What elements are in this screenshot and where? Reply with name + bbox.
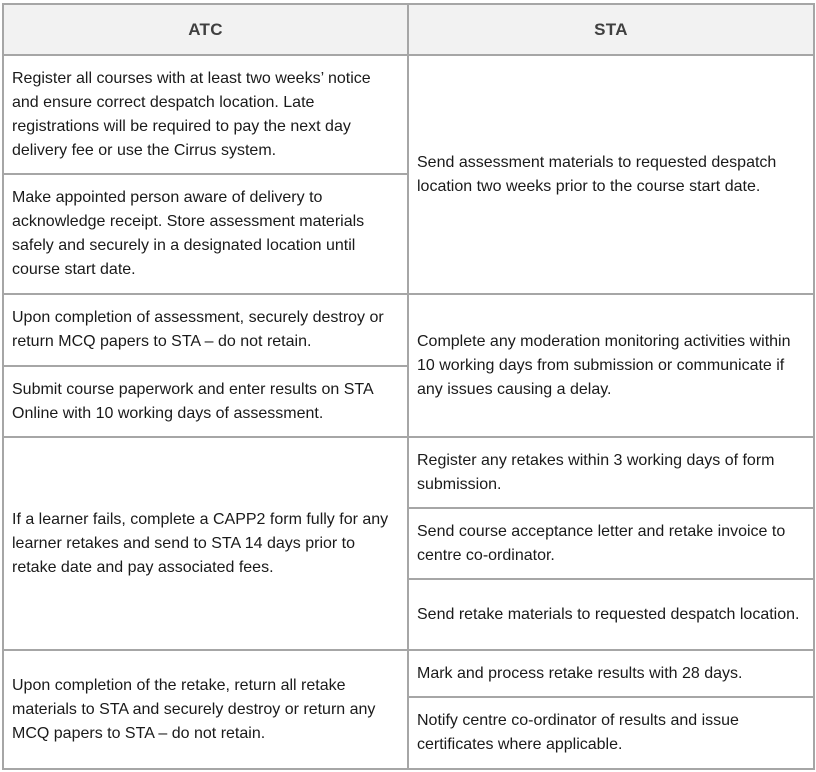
- table-row: [3, 55, 814, 174]
- sta-moderation-cell: Complete any moderation monitoring activities within 10 working days from submission or communicate if any issues causing a delay.: [408, 294, 814, 437]
- table-row: [3, 650, 814, 697]
- responsibilities-table: [2, 3, 815, 770]
- atc-retake-return-cell: Upon completion of the retake, return all retake materials to STA and securely destroy or return any MCQ papers to STA – do not retain.: [3, 650, 408, 769]
- header-sta: STA: [408, 4, 814, 55]
- sta-mark-results-cell: Mark and process retake results with 28 days.: [408, 650, 814, 697]
- sta-send-materials-cell: Send assessment materials to requested despatch location two weeks prior to the course start date.: [408, 55, 814, 294]
- atc-appointed-person-cell: Make appointed person aware of delivery to acknowledge receipt. Store assessment materials safely and securely in a designated location until course start date.: [3, 174, 408, 294]
- sta-notify-cell: Notify centre co-ordinator of results and issue certificates where applicable.: [408, 697, 814, 769]
- table-row: [3, 294, 814, 366]
- sta-retake-materials-cell: Send retake materials to requested despatch location.: [408, 579, 814, 650]
- atc-register-cell: Register all courses with at least two weeks’ notice and ensure correct despatch location. Late registrations will be required to pay the next day delivery fee or use the Cirrus system.: [3, 55, 408, 174]
- sta-acceptance-letter-cell: Send course acceptance letter and retake invoice to centre co-ordinator.: [408, 508, 814, 579]
- header-row: [3, 4, 814, 55]
- table-row: [3, 437, 814, 508]
- header-atc: ATC: [3, 4, 408, 55]
- atc-destroy-mcq-cell: Upon completion of assessment, securely destroy or return MCQ papers to STA – do not retain.: [3, 294, 408, 366]
- atc-submit-paperwork-cell: Submit course paperwork and enter results on STA Online with 10 working days of assessment.: [3, 366, 408, 437]
- atc-learner-fails-cell: If a learner fails, complete a CAPP2 form fully for any learner retakes and send to STA 14 days prior to retake date and pay associated fees.: [3, 437, 408, 650]
- sta-register-retakes-cell: Register any retakes within 3 working days of form submission.: [408, 437, 814, 508]
